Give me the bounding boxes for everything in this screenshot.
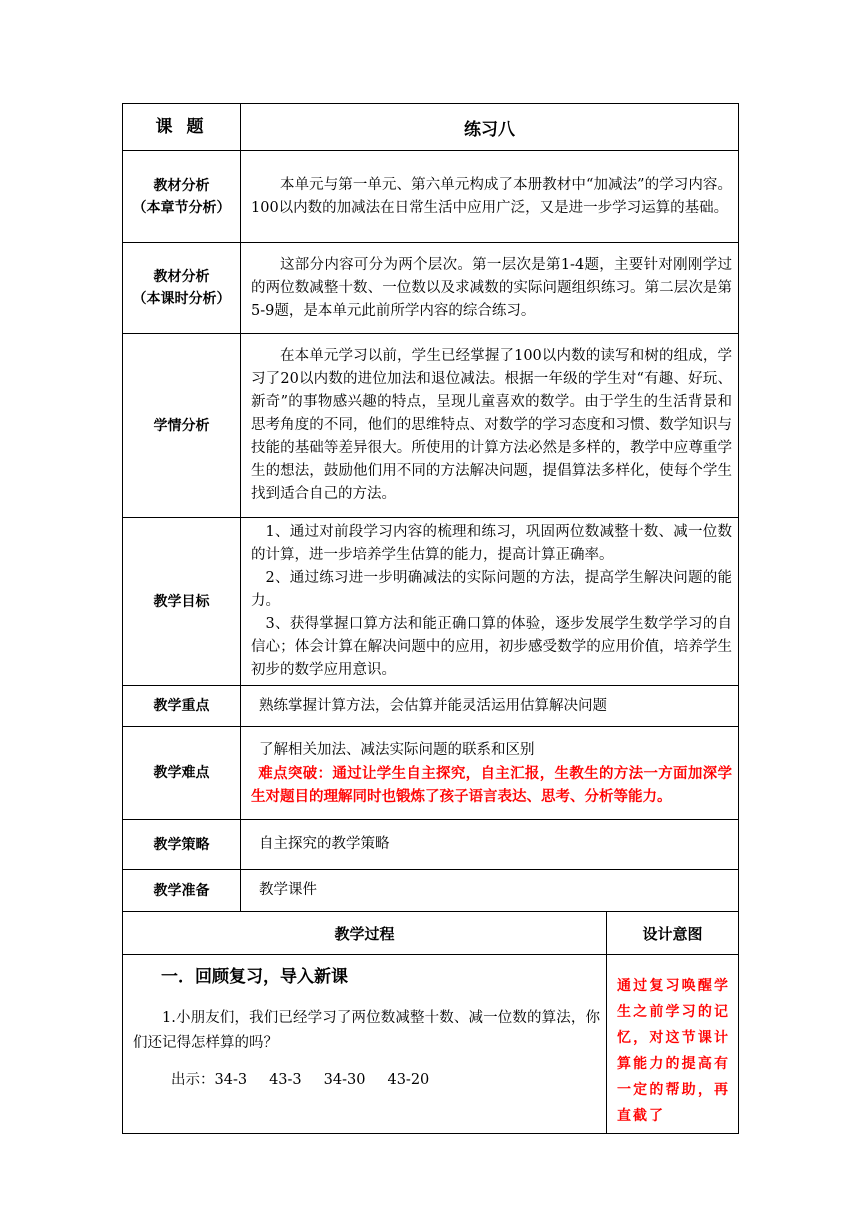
label-line1: 教材分析 xyxy=(153,269,210,285)
design-intent-text: 通过复习唤醒学生之前学习的记忆，对这节课计算能力的提高有一定的帮助，再直截了 xyxy=(607,955,739,1134)
exercise-list xyxy=(133,1068,600,1093)
exercise-item: 34-30 xyxy=(323,1072,366,1088)
textbook-lesson-text: 这部分内容可分为两个层次。第一层次是第1-4题，主要针对刚刚学过的两位数减整十数、一位数以及求减数的实际问题组织练习。第二层次是第5-9题，是本单元此前所学内容的综合练习。 xyxy=(241,243,739,334)
intent-column-header: 设计意图 xyxy=(607,912,739,955)
preparation-label: 教学准备 xyxy=(123,870,241,912)
topic-label: 课 题 xyxy=(123,104,241,151)
textbook-unit-text: 本单元与第一单元、第六单元构成了本册教材中“加减法”的学习内容。100以内数的加减法在日常生活中应用广泛，又是进一步学习运算的基础。 xyxy=(241,151,739,243)
strategy-label: 教学策略 xyxy=(123,820,241,870)
process-table xyxy=(122,911,739,1134)
review-question: 1.小朋友们，我们已经学习了两位数减整十数、减一位数的算法，你们还记得怎样算的吗？ xyxy=(133,1010,600,1051)
process-header-row xyxy=(123,912,739,955)
label-line1: 教材分析 xyxy=(153,177,210,194)
exercise-item: 43-3 xyxy=(269,1072,302,1088)
difficulty-cell xyxy=(241,727,739,820)
textbook-unit-row xyxy=(123,151,739,243)
preparation-row xyxy=(123,870,739,912)
goal-item: 3、获得掌握口算方法和能正确口算的体验，逐步发展学生数学学习的自信心；体会计算在解决问题中的应用，初步感受数学的应用价值，培养学生初步的数学应用意识。 xyxy=(251,616,732,678)
textbook-lesson-label xyxy=(123,243,241,334)
key-point-row xyxy=(123,686,739,727)
learner-text: 在本单元学习以前，学生已经掌握了100以内数的读写和树的组成，学习了20以内数的进位加法和退位减法。根据一年级的学生对“有趣、好玩、新奇”的事物感兴趣的特点，呈现儿童喜欢的数学。由于学生的生活背景和思考角度的不同，他们的思维特点、对数学的学习态度和习惯、数学知识与技能的基础等差异很大。所使用的计算方法必然是多样的，教学中应尊重学生的想法，鼓励他们用不同的方法解决问题，提倡算法多样化，使每个学生找到适合自己的方法。 xyxy=(241,334,739,518)
preparation-text: 教学课件 xyxy=(241,870,739,912)
goal-item: 2、通过练习进一步明确减法的实际问题的方法，提高学生解决问题的能力。 xyxy=(251,570,732,609)
process-content-row xyxy=(123,955,739,1134)
process-column-header: 教学过程 xyxy=(123,912,607,955)
strategy-row xyxy=(123,820,739,870)
learner-row xyxy=(123,334,739,518)
textbook-unit-label xyxy=(123,151,241,243)
difficulty-text: 了解相关加法、减法实际问题的联系和区别 xyxy=(259,741,535,758)
label-line2: （本课时分析） xyxy=(132,291,231,307)
strategy-text: 自主探究的教学策略 xyxy=(241,820,739,870)
topic-value: 练习八 xyxy=(241,104,739,151)
key-point-text: 熟练掌握计算方法，会估算并能灵活运用估算解决问题 xyxy=(241,686,739,727)
goals-row xyxy=(123,518,739,686)
difficulty-row xyxy=(123,727,739,820)
difficulty-label: 教学难点 xyxy=(123,727,241,820)
difficulty-breakthrough: 难点突破：通过让学生自主探究，自主汇报，生教生的方法一方面加深学生对题目的理解同时也锻炼了孩子语言表达、思考、分析等能力。 xyxy=(251,764,732,805)
info-table xyxy=(122,103,739,912)
key-point-label: 教学重点 xyxy=(123,686,241,727)
process-content xyxy=(123,955,607,1134)
textbook-lesson-row xyxy=(123,243,739,334)
show-label: 出示： xyxy=(171,1072,215,1088)
exercise-item: 43-20 xyxy=(387,1072,430,1088)
topic-row xyxy=(123,104,739,151)
exercise-item: 34-3 xyxy=(214,1072,248,1088)
section-title: 一．回顾复习，导入新课 xyxy=(161,967,348,987)
goal-item: 1、通过对前段学习内容的梳理和练习，巩固两位数减整十数、减一位数的计算，进一步培养学生估算的能力，提高计算正确率。 xyxy=(251,524,732,563)
goals-label: 教学目标 xyxy=(123,518,241,686)
goals-list xyxy=(241,518,739,686)
label-line2: （本章节分析） xyxy=(132,199,231,216)
lesson-plan-document xyxy=(122,103,738,1134)
learner-label: 学情分析 xyxy=(123,334,241,518)
